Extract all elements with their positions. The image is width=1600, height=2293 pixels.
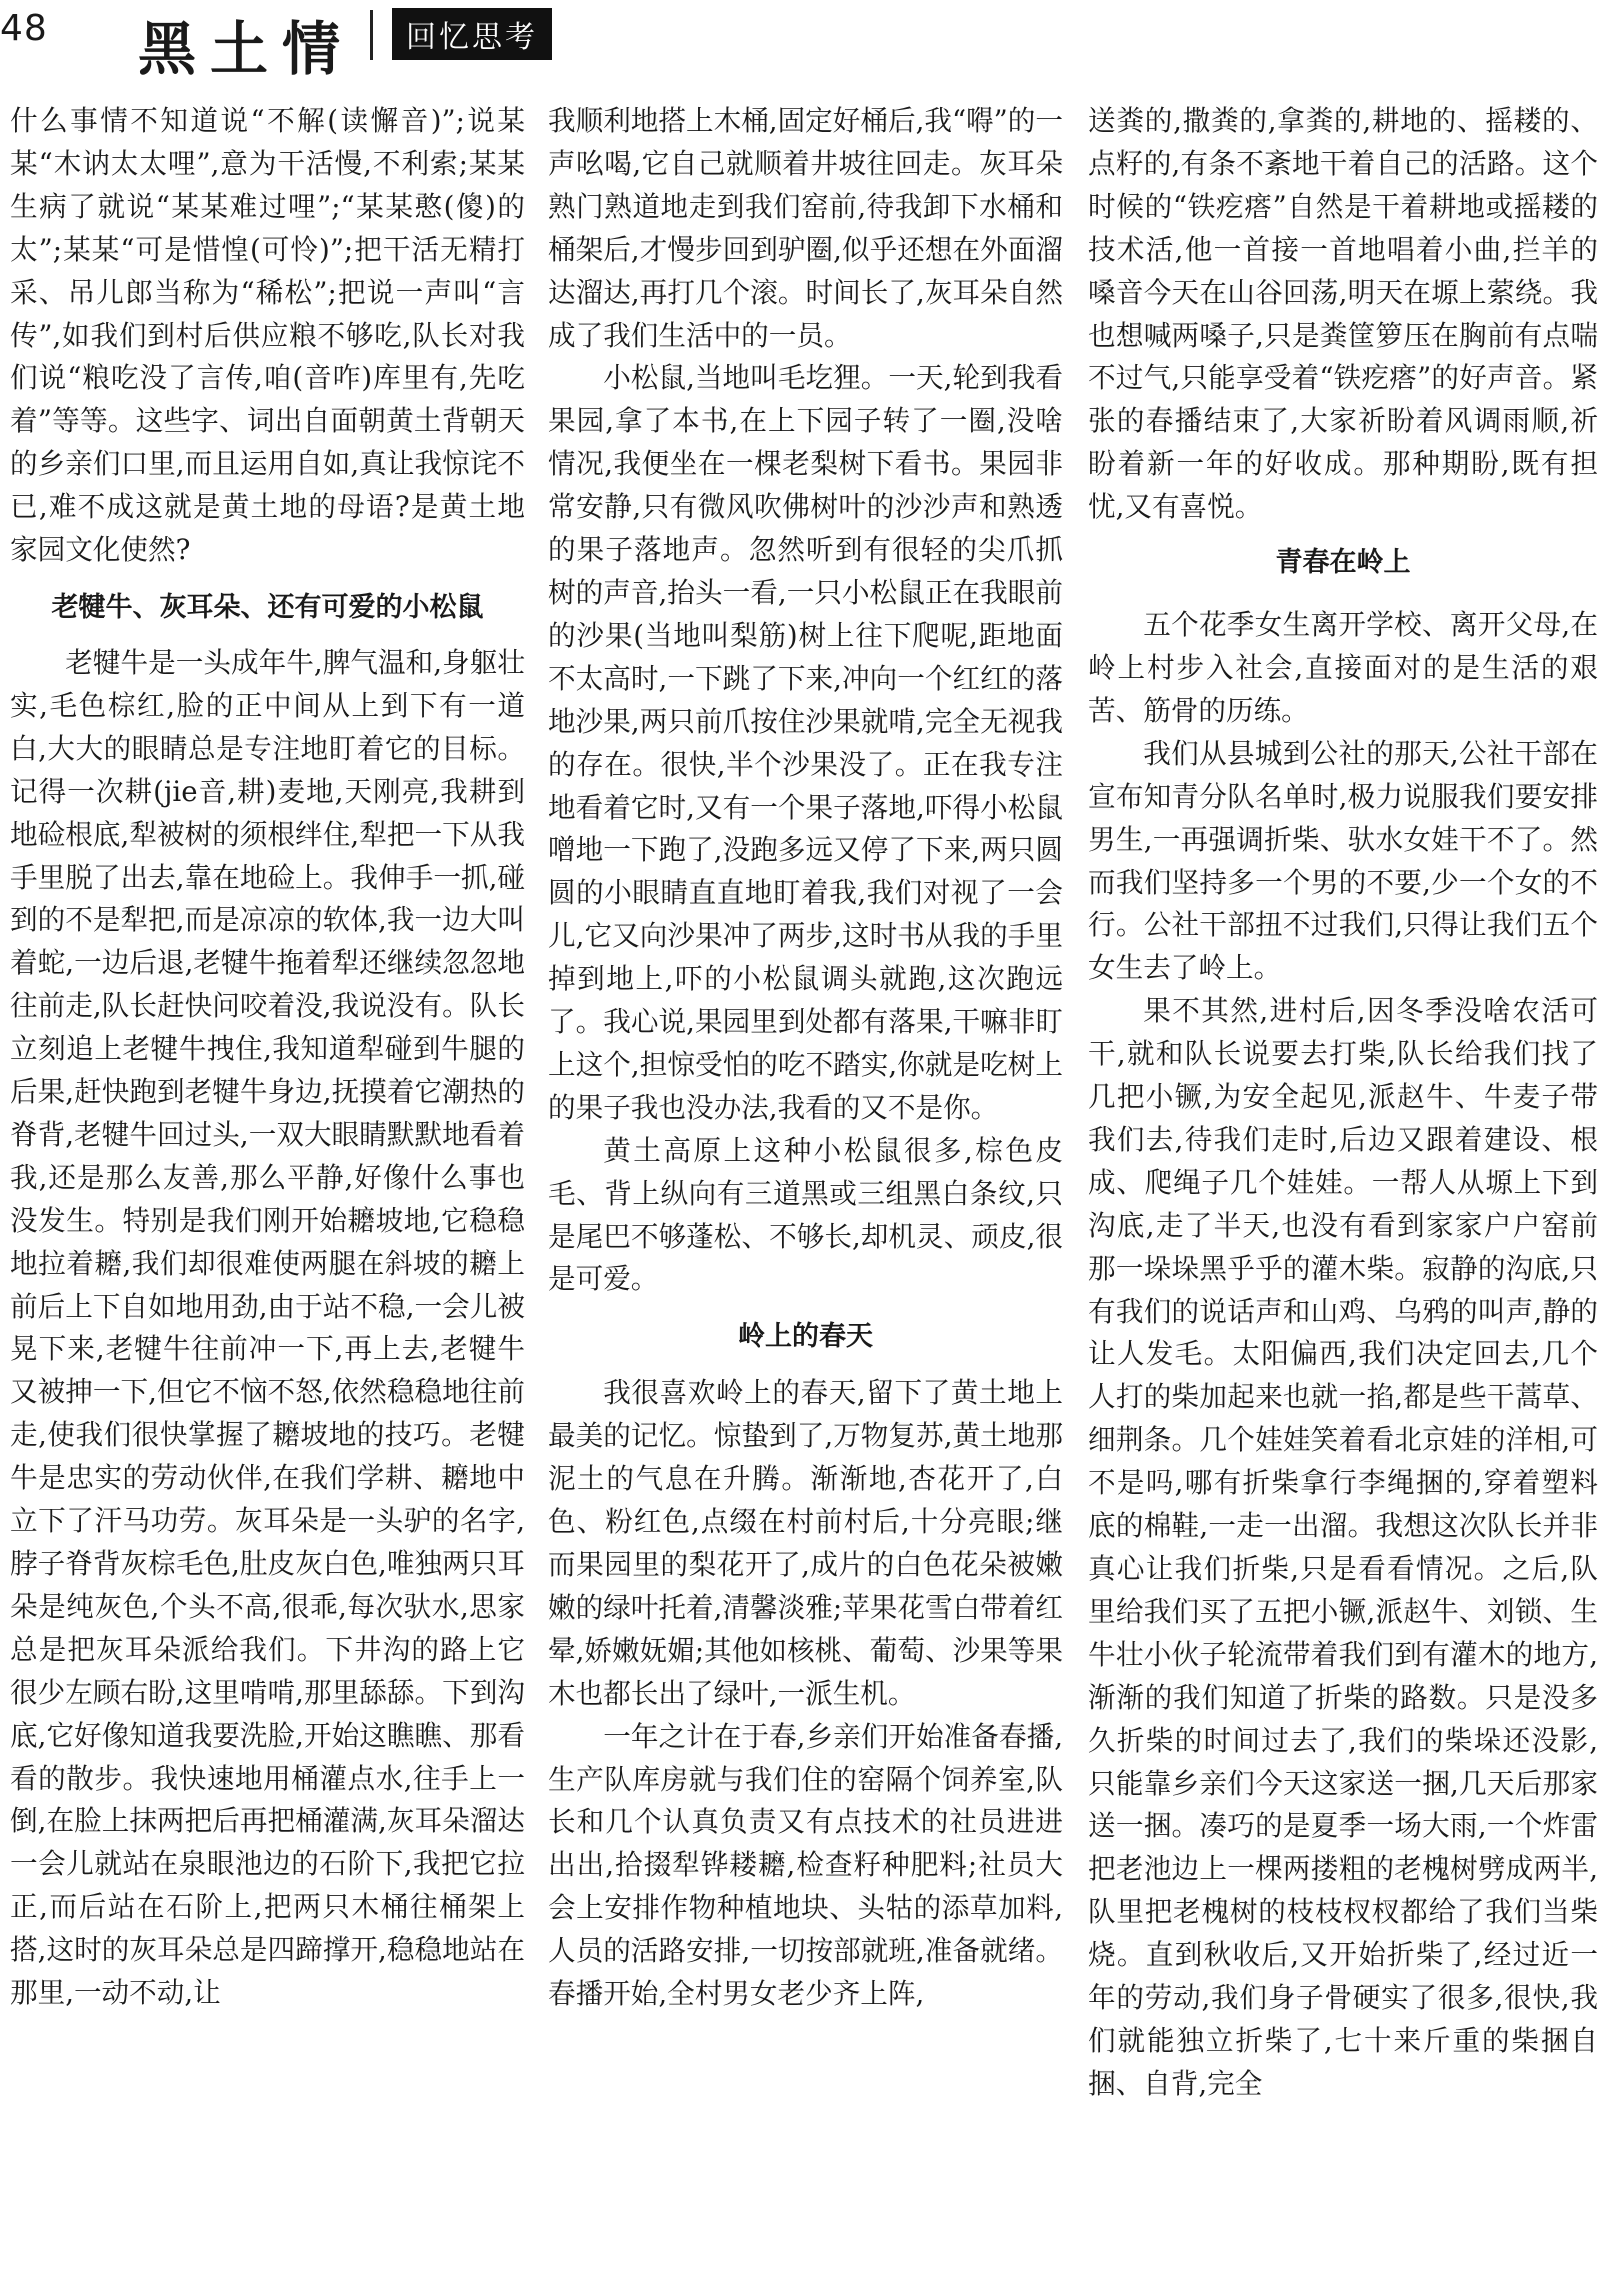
section-heading: 老犍牛、灰耳朵、还有可爱的小松鼠 bbox=[51, 591, 484, 623]
paragraph: 老犍牛是一头成年牛,脾气温和,身躯壮实,毛色棕红,脸的正中间从上到下有一道白,大大的眼睛总是专注地盯着它的目标。记得一次耕(jie音,耕)麦地,天刚亮,我耕到地硷根底,犁被树的须根绊住,犁把一下从我手里脱了出去,靠在地硷上。我伸手一抓,碰到的不是犁把,而是凉凉的软体,我一边大叫着蛇,一边后退,老犍牛拖着犁还继续忽忽地往前走,队长赶快问咬着没,我说没有。队长立刻追上老犍牛拽住,我知道犁碰到牛腿的后果,赶快跑到老犍牛身边,抚摸着它潮热的脊背,老犍牛回过头,一双大眼睛默默地看着我,还是那么友善,那么平静,好像什么事也没发生。特别是我们刚开始耱坡地,它稳稳地拉着耱,我们却很难使两腿在斜坡的耱上前后上下自如地用劲,由于站不稳,一会儿被晃下来,老犍牛往前冲一下,再上去,老犍牛又被抻一下,但它不恼不怒,依然稳稳地往前走,使我们很快掌握了耱坡地的技巧。老犍牛是忠实的劳动伙伴,在我们学耕、耱地中立下了汗马功劳。灰耳朵是一头驴的名字,脖子脊背灰棕毛色,肚皮灰白色,唯独两只耳朵是纯灰色,个头不高,很乖,每次驮水,思家总是把灰耳朵派给我们。下井沟的路上它很少左顾右盼,这里啃啃,那里舔舔。下到沟底,它好像知道我要洗脸,开始这瞧瞧、那看看的散步。我快速地用桶灌点水,往手上一倒,在脸上抹两把后再把桶灌满,灰耳朵溜达一会儿就站在泉眼池边的石阶下,我把它拉正,而后站在石阶上,把两只木桶往桶架上搭,这时的灰耳朵总是四蹄撑开,稳稳地站在那里,一动不动,让 bbox=[10, 645, 525, 2010]
text-column-3 bbox=[1088, 100, 1598, 2290]
page-number: 48 bbox=[0, 8, 48, 49]
masthead-title: 黑土情 bbox=[138, 15, 355, 83]
page-header bbox=[0, 0, 1600, 92]
paragraph: 黄土高原上这种小松鼠很多,棕色皮毛、背上纵向有三道黑或三组黑白条纹,只是尾巴不够蓬松、不够长,却机灵、顽皮,很是可爱。 bbox=[548, 1133, 1063, 1296]
section-label: 回忆思考 bbox=[392, 8, 552, 60]
section-heading: 岭上的春天 bbox=[738, 1321, 873, 1353]
paragraph: 一年之计在于春,乡亲们开始准备春播,生产队库房就与我们住的窑隔个饲养室,队长和几个认真负责又有点技术的社员进进出出,拾掇犁铧耧耱,检查籽种肥料;社员大会上安排作物种植地块、头牯的添草加料,人员的活路安排,一切按部就班,准备就绪。春播开始,全村男女老少齐上阵, bbox=[548, 1719, 1063, 2011]
paragraph: 我们从县城到公社的那天,公社干部在宣布知青分队名单时,极力说服我们要安排男生,一再强调折柴、驮水女娃干不了。然而我们坚持多一个男的不要,少一个女的不行。公社干部扭不过我们,只得让我们五个女生去了岭上。 bbox=[1088, 736, 1598, 985]
paragraph: 送粪的,撒粪的,拿粪的,耕地的、摇耧的、点籽的,有条不紊地干着自己的活路。这个时候的“铁疙瘩”自然是干着耕地或摇耧的技术活,他一首接一首地唱着小曲,拦羊的嗓音今天在山谷回荡,明天在塬上萦绕。我也想喊两嗓子,只是粪筐箩压在胸前有点喘不过气,只能享受着“铁疙瘩”的好声音。紧张的春播结束了,大家祈盼着风调雨顺,祈盼着新一年的好收成。那种期盼,既有担忧,又有喜悦。 bbox=[1088, 104, 1598, 524]
paragraph: 小松鼠,当地叫毛圪狸。一天,轮到我看果园,拿了本书,在上下园子转了一圈,没啥情况,我便坐在一棵老梨树下看书。果园非常安静,只有微风吹佛树叶的沙沙声和熟透的果子落地声。忽然听到有很轻的尖爪抓树的声音,抬头一看,一只小松鼠正在我眼前的沙果(当地叫梨筋)树上往下爬呢,距地面不太高时,一下跳了下来,冲向一个红红的落地沙果,两只前爪按住沙果就啃,完全无视我的存在。很快,半个沙果没了。正在我专注地看着它时,又有一个果子落地,吓得小松鼠噌地一下跑了,没跑多远又停了下来,两只圆圆的小眼睛直直地盯着我,我们对视了一会儿,它又向沙果冲了两步,这时书从我的手里掉到地上,吓的小松鼠调头就跑,这次跑远了。我心说,果园里到处都有落果,干嘛非盯上这个,担惊受怕的吃不踏实,你就是吃树上的果子我也没办法,我看的又不是你。 bbox=[548, 361, 1063, 1124]
paragraph: 我顺利地搭上木桶,固定好桶后,我“嘚”的一声吆喝,它自己就顺着井坡往回走。灰耳朵熟门熟道地走到我们窑前,待我卸下水桶和桶架后,才慢步回到驴圈,似乎还想在外面溜达溜达,再打几个滚。时间长了,灰耳朵自然成了我们生活中的一员。 bbox=[548, 104, 1063, 352]
section-heading: 青春在岭上 bbox=[1275, 547, 1411, 579]
header-divider bbox=[370, 10, 373, 60]
text-column-1 bbox=[10, 100, 525, 2290]
paragraph: 什么事情不知道说“不解(读懈音)”;说某某“木讷太太哩”,意为干活慢,不利索;某某生病了就说“某某难过哩”;“某某憨(傻)的太”;某某“可是惜惶(可怜)”;把干活无精打采、吊儿郎当称为“稀松”;把说一声叫“言传”,如我们到村后供应粮不够吃,队长对我们说“粮吃没了言传,咱(音咋)库里有,先吃着”等等。这些字、词出自面朝黄土背朝天的乡亲们口里,而且运用自如,真让我惊诧不已,难不成这就是黄土地的母语?是黄土地家园文化使然? bbox=[10, 104, 525, 567]
paragraph: 果不其然,进村后,因冬季没啥农活可干,就和队长说要去打柴,队长给我们找了几把小镢,为安全起见,派赵牛、牛麦子带我们去,待我们走时,后边又跟着建设、根成、爬绳子几个娃娃。一帮人从塬上下到沟底,走了半天,也没有看到家家户户窑前那一垛垛黑乎乎的灌木柴。寂静的沟底,只有我们的说话声和山鸡、乌鸦的叫声,静的让人发毛。太阳偏西,我们决定回去,几个人打的柴加起来也就一掐,都是些干蒿草、细荆条。几个娃娃笑着看北京娃的洋相,可不是吗,哪有折柴拿行李绳捆的,穿着塑料底的棉鞋,一走一出溜。我想这次队长并非真心让我们折柴,只是看看情况。之后,队里给我们买了五把小镢,派赵牛、刘锁、生牛壮小伙子轮流带着我们到有灌木的地方,渐渐的我们知道了折柴的路数。只是没多久折柴的时间过去了,我们的柴垛还没影,只能靠乡亲们今天这家送一捆,几天后那家送一捆。凑巧的是夏季一场大雨,一个炸雷把老池边上一棵两搂粗的老槐树劈成两半,队里把老槐树的枝枝杈杈都给了我们当柴烧。直到秋收后,又开始折柴了,经过近一年的劳动,我们身子骨硬实了很多,很快,我们就能独立折柴了,七十来斤重的柴捆自捆、自背,完全 bbox=[1088, 994, 1598, 2100]
text-column-2 bbox=[548, 100, 1063, 2290]
paragraph: 五个花季女生离开学校、离开父母,在岭上村步入社会,直接面对的是生活的艰苦、筋骨的历练。 bbox=[1088, 608, 1598, 727]
paragraph: 我很喜欢岭上的春天,留下了黄土地上最美的记忆。惊蛰到了,万物复苏,黄土地那泥土的气息在升腾。渐渐地,杏花开了,白色、粉红色,点缀在村前村后,十分亮眼;继而果园里的梨花开了,成片的白色花朵被嫩嫩的绿叶托着,清馨淡雅;苹果花雪白带着红晕,娇嫩妩媚;其他如核桃、葡萄、沙果等果木也都长出了绿叶,一派生机。 bbox=[548, 1376, 1063, 1710]
